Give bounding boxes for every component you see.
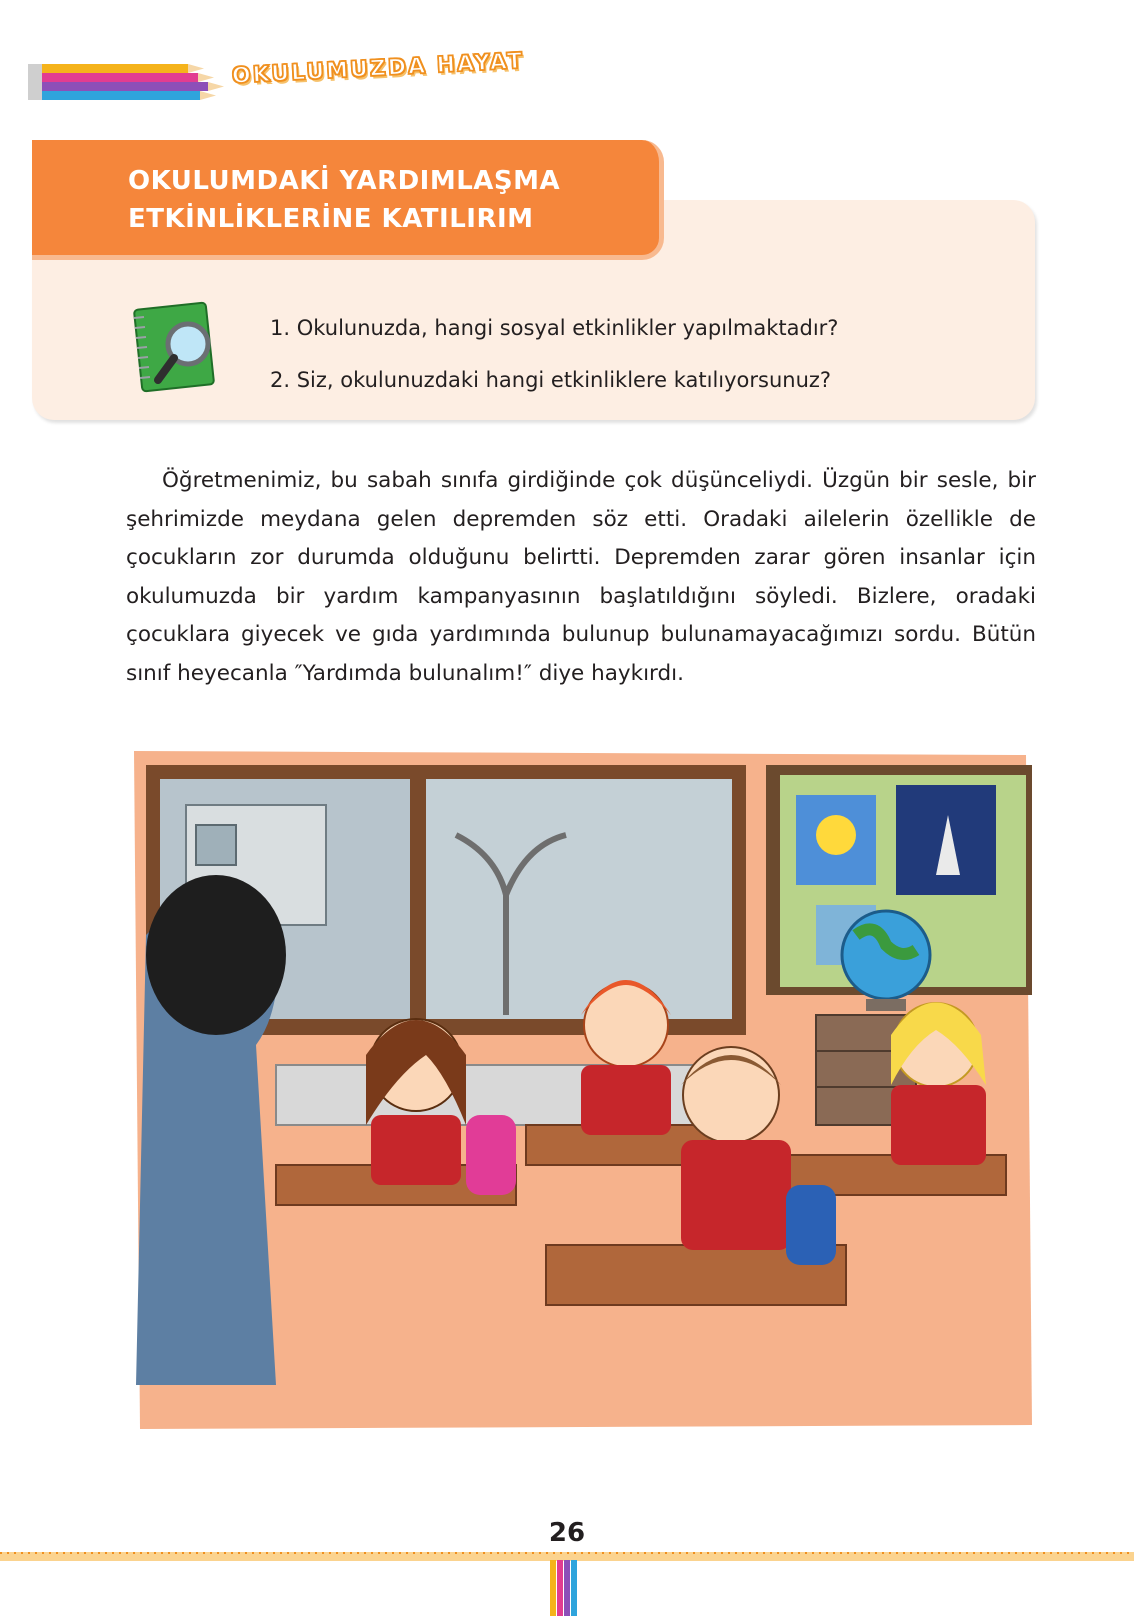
lesson-title-line-1: OKULUMDAKİ YARDIMLAŞMA [128,166,561,196]
page-number: 26 [548,1518,586,1548]
question-item: 1. Okulunuzda, hangi sosyal etkinlikler yapılmaktadır? [270,316,839,340]
question-item: 2. Siz, okulunuzdaki hangi etkinliklere katılıyorsunuz? [270,368,832,392]
classroom-illustration [126,745,1038,1435]
lesson-title-banner [32,140,664,260]
unit-title: OKULUMUZDA HAYAT [231,48,525,89]
lesson-title-line-2: ETKİNLİKLERİNE KATILIRIM [128,204,534,234]
magnifier-notebook-icon [130,300,230,400]
questions-list [270,302,838,406]
pencils-icon [28,62,228,106]
story-paragraph: Öğretmenimiz, bu sabah sınıfa girdiğinde çok düşünceliydi. Üzgün bir sesle, bir şehrimizde meydana gelen depremden söz etti. Oradaki ailelerin özellikle de çocukların zor durumda olduğunu belirtti. Depremden zarar gören insanlar için okulumuzda bir yardım kampanyasının başlatıldığını söyledi. Bizlere, oradaki çocuklara giyecek ve gıda yardımında bulunup bulunamayacağımızı sordu. Bütün sınıf heyecanla ″Yardımda bulunalım!″ diye haykırdı. [126,468,1036,686]
pencils-icon [548,1560,584,1616]
